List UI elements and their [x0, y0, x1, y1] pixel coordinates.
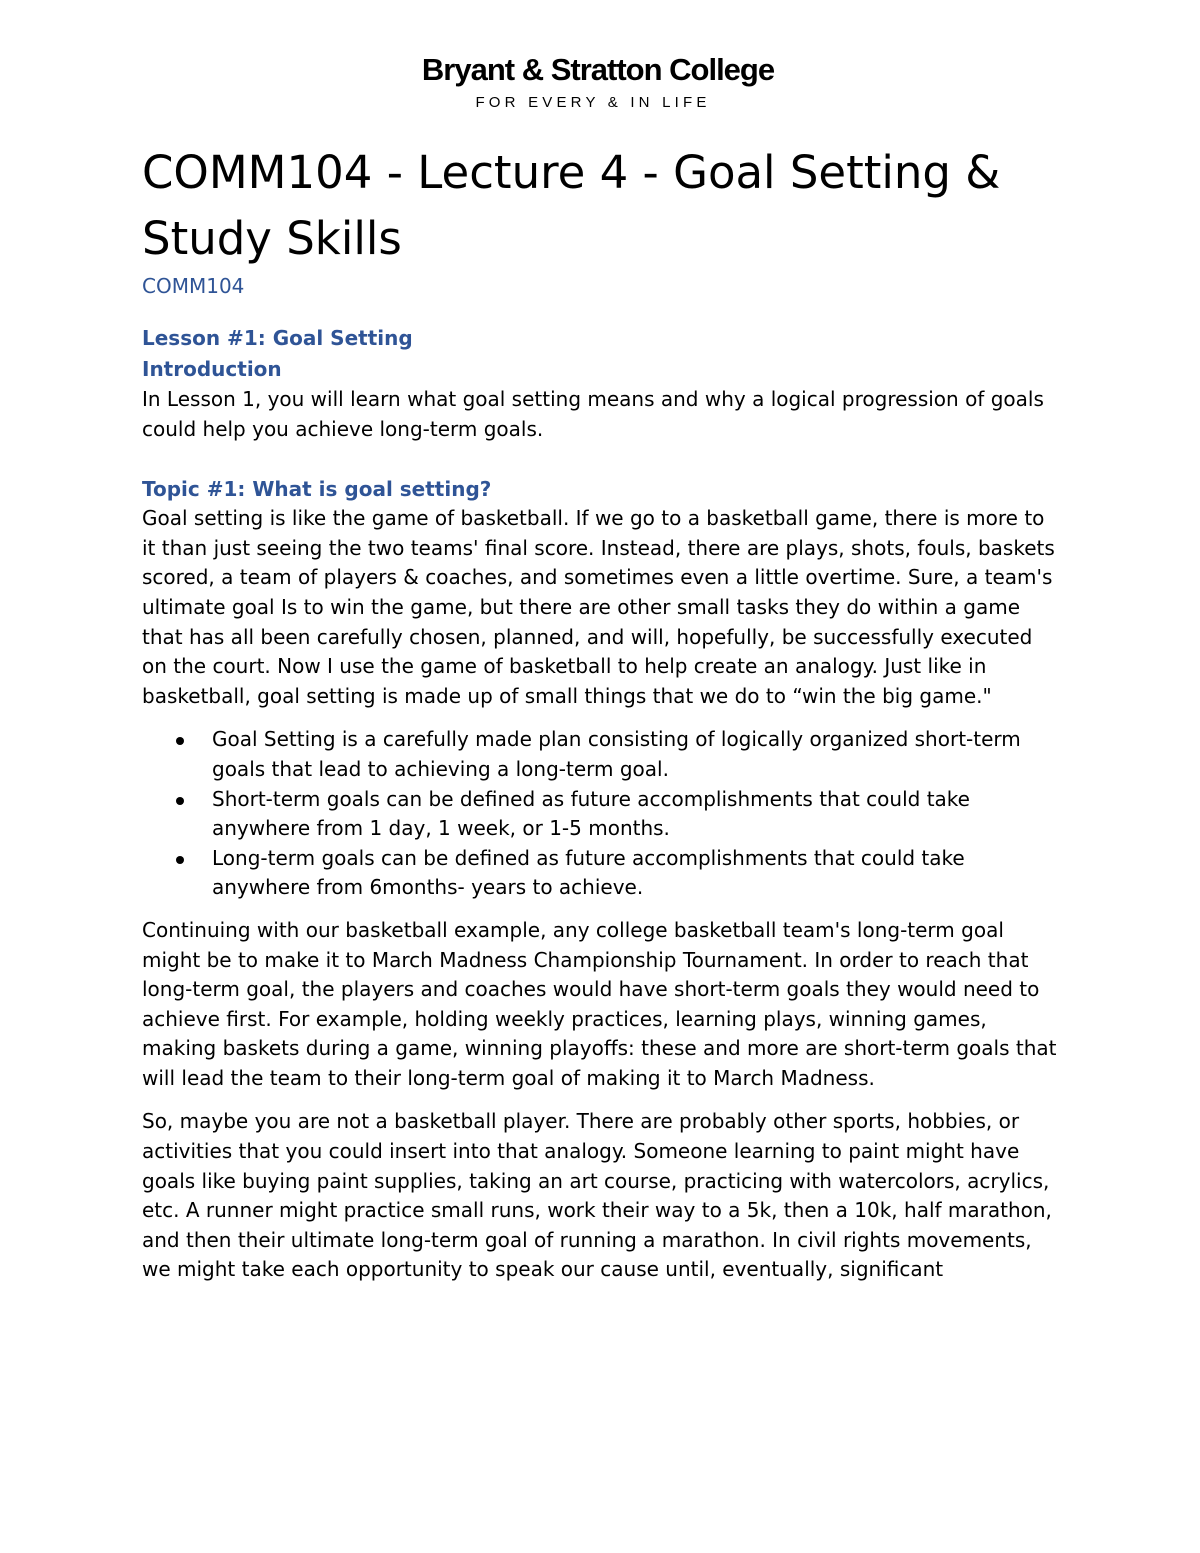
- intro-paragraph: In Lesson 1, you will learn what goal setting means and why a logical progression of goals could help you achieve long-term goals.: [142, 387, 1044, 441]
- bullet-icon: [176, 737, 184, 745]
- course-code: COMM104: [142, 274, 245, 298]
- lesson-heading: Lesson #1: Goal Setting: [142, 326, 413, 350]
- brand-name: Bryant & Stratton College: [421, 52, 775, 87]
- topic-heading: Topic #1: What is goal setting?: [142, 477, 492, 502]
- list-item: [142, 844, 1062, 903]
- basketball-paragraph: Continuing with our basketball example, any college basketball team's long-term goal might be to make it to March Madness Championship Tournament. In order to reach that long-term goal, the players and coaches would have short-term goals they would need to achieve first. For example, holding weekly practices, learning plays, winning games, making baskets during a game, winning playoffs: these and more are short-term goals that will lead the team to their long-term goal of making it to March Madness.: [142, 917, 1057, 1090]
- bullet-list: [142, 725, 1062, 903]
- intro-heading: Introduction: [142, 357, 282, 381]
- list-item-text: Short-term goals can be defined as future accomplishments that could take anywhere from 1 day, 1 week, or 1-5 months.: [212, 786, 970, 841]
- list-item: [142, 725, 1062, 784]
- brand-tagline: FOR EVERY & IN LIFE: [475, 94, 711, 111]
- topic-paragraph: Goal setting is like the game of basketball. If we go to a basketball game, there is more to it than just seeing the two teams' final score. Instead, there are plays, shots, fouls, baskets scored, a team of players & coaches, and sometimes even a little overtime. Sure, a team's ultimate goal Is to win the game, but there are other small tasks they do within a game that has all been carefully chosen, planned, and will, hopefully, be successfully executed on the court. Now I use the game of basketball to help create an analogy. Just like in basketball, goal setting is made up of small things that we do to “win the big game.": [142, 506, 1055, 708]
- document-body: [142, 140, 1062, 1285]
- bullet-icon: [176, 797, 184, 805]
- list-item: [142, 785, 1062, 844]
- list-item-text: Long-term goals can be defined as future accomplishments that could take anywhere from 6months- years to achieve.: [212, 845, 965, 900]
- list-item-text: Goal Setting is a carefully made plan consisting of logically organized short-term goals that lead to achieving a long-term goal.: [212, 727, 1021, 781]
- page-title: COMM104 - Lecture 4 - Goal Setting & Study Skills: [142, 146, 1001, 265]
- bullet-icon: [176, 856, 184, 864]
- analogy-paragraph: So, maybe you are not a basketball player. There are probably other sports, hobbies, or activities that you could insert into that analogy. Someone learning to paint might have goals like buying paint supplies, taking an art course, practicing with watercolors, acrylics, etc. A runner might practice small runs, work their way to a 5k, then a 10k, half marathon, and then their ultimate long-term goal of running a marathon. In civil rights movements, we might take each opportunity to speak our cause until, eventually, significant: [142, 1109, 1052, 1282]
